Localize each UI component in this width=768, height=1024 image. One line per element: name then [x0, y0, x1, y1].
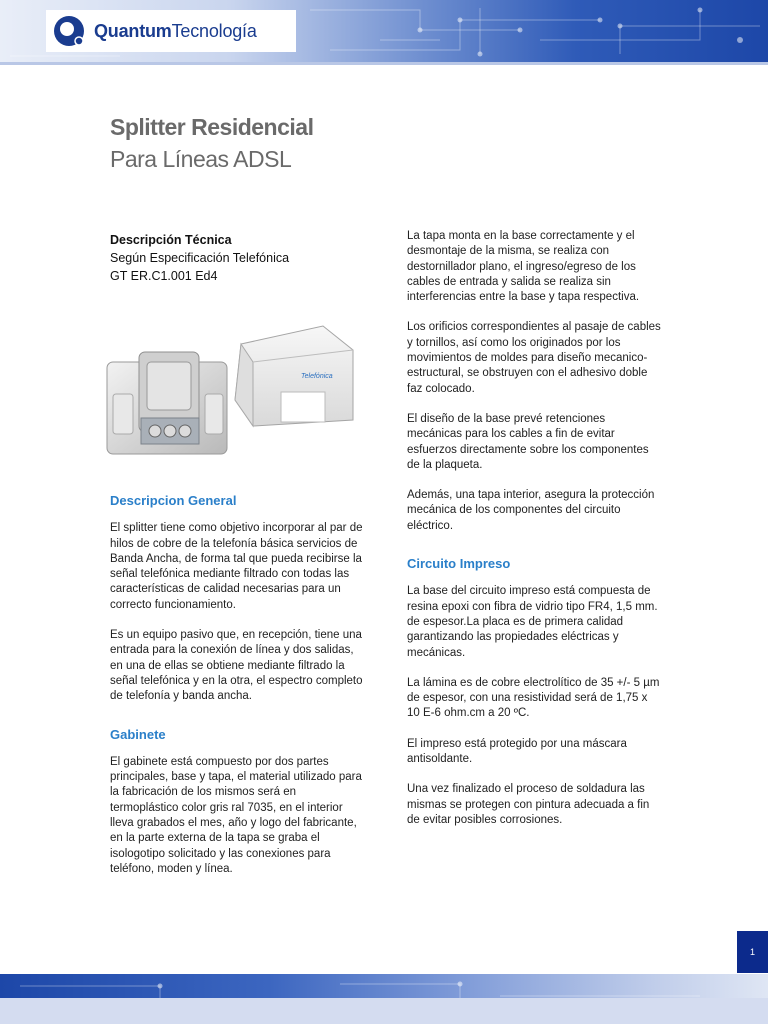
technical-heading: Descripción Técnica: [110, 233, 232, 247]
footer-band: [0, 998, 768, 1024]
header-divider: [0, 62, 768, 65]
cabinet-heading: Gabinete: [110, 726, 166, 742]
cover-paragraph-4: Además, una tapa interior, asegura la protección mecánica de los componentes del circuito eléctrico.: [407, 489, 655, 532]
company-logo: [46, 10, 296, 52]
brand-name: [94, 21, 257, 42]
general-description-paragraph-1: El splitter tiene como objetivo incorporar al par de hilos de cobre de la telefonía básica servicios de Banda Ancha, de forma tal que pueda recibirse la señal telefónica mediante filtrado con todas las características de calidad necesarias para un correcto funcionamiento.: [110, 522, 363, 611]
page-number: 1: [737, 931, 768, 973]
circuit-paragraph-4: Una vez finalizado el proceso de soldadura las mismas se protegen con pintura adecuada a fin de evitar posibles corrosiones.: [407, 783, 650, 826]
page-subtitle: Para Líneas ADSL: [110, 146, 292, 172]
cover-brand-label: Telefónica: [301, 373, 333, 380]
quantum-logo-icon: [52, 14, 86, 48]
circuit-paragraph-3: El impreso está protegido por una máscara antisoldante.: [407, 737, 627, 766]
cabinet-paragraph-1: El gabinete está compuesto por dos partes principales, base y tapa, el material utilizado para la fabricación de los mismos será en termoplástico color gris ral 7035, en el interior lleva grabados el mes, año y logo del fabricante, en la parte externa de la tapa se graba el isologotipo solicitado y las conexiones para teléfono, moden y línea.: [110, 755, 362, 875]
right-column: [407, 229, 663, 843]
circuit-paragraph-2: La lámina es de cobre electrolítico de 35 +/- 5 µm de espesor, con una resistividad será de 1,75 x 10 E-6 ohm.cm a 20 ºC.: [407, 676, 660, 720]
left-column: [110, 493, 366, 892]
cover-paragraph-1: La tapa monta en la base correctamente y el desmontaje de la misma, se realiza con destornillador plano, el ingreso/egreso de los cables de entrada y salida se realiza sin interferencias entre la base y tapa respectiva.: [407, 230, 640, 304]
technical-spec-line1: Según Especificación Telefónica: [110, 251, 290, 265]
cover-paragraph-2: Los orificios correspondientes al pasaje de cables y tornillos, así como los originados por los movimientos de moldes para diseño mecanico-estructural, se obstruyen con el adhesivo doble faz colocado.: [407, 321, 661, 395]
technical-spec-line2: GT ER.C1.001 Ed4: [110, 269, 218, 283]
general-description-heading: Descripcion General: [110, 493, 237, 508]
splitter-cover: [235, 326, 353, 426]
brand-bold: Quantum: [94, 20, 172, 41]
circuit-paragraph-1: La base del circuito impreso está compuesta de resina epoxi con fibra de vidrio tipo FR4, 1,5 mm. de espesor.La placa es de primera calidad garantizando las propiedades eléctricas y mecánicas.: [407, 585, 658, 659]
general-description-paragraph-2: Es un equipo pasivo que, en recepción, tiene una entrada para la conexión de línea y dos salidas, en una de ellas se obtiene mediante filtrado la señal telefónica y en la otra, el espectro completo de telefonía y banda ancha.: [110, 629, 363, 703]
page-title: Splitter Residencial: [110, 114, 314, 140]
circuit-heading: Circuito Impreso: [407, 556, 511, 572]
header-banner: [0, 0, 768, 62]
splitter-base: [107, 352, 227, 454]
cover-paragraph-3: El diseño de la base prevé retenciones mecánicas para los cables a fin de evitar esfuerzos directamente sobre los componentes de la plaqueta.: [407, 412, 649, 471]
technical-description: [110, 231, 360, 285]
product-image: [103, 322, 365, 462]
brand-regular: Tecnología: [171, 20, 257, 41]
